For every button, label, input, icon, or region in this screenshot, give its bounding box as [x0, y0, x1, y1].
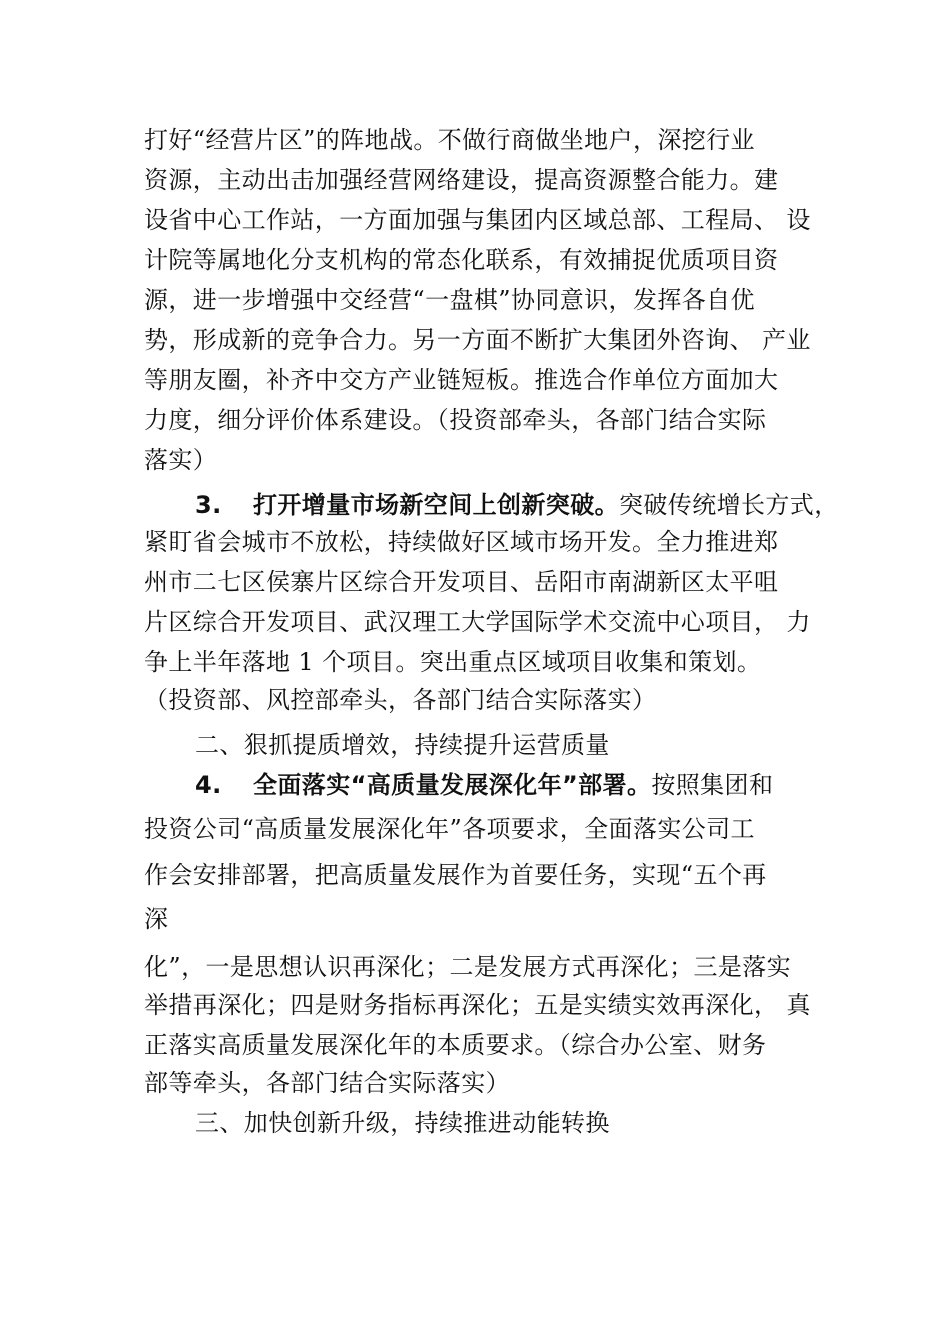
paragraph-1-line-2: 资源，主动出击加强经营网络建设，提高资源整合能力。建: [144, 166, 779, 194]
paragraph-1-line-6: 势，形成新的竞争合力。另一方面不断扩大集团外咨询、 产业: [144, 326, 811, 354]
item-4-line-2: 投资公司“高质量发展深化年”各项要求，全面落实公司工: [144, 815, 755, 843]
item-4-line-3: 作会安排部署，把高质量发展作为首要任务，实现“五个再: [144, 861, 767, 889]
item-3-heading: 打开增量市场新空间上创新突破。: [253, 491, 619, 519]
item-4-line-8: 部等牵头，各部门结合实际落实）: [144, 1069, 510, 1097]
item-3-line-5: 争上半年落地 1 个项目。突出重点区域项目收集和策划。: [144, 648, 762, 676]
item-3-number: 3.: [195, 491, 222, 519]
item-3-line-6: （投资部、风控部牵头，各部门结合实际落实）: [144, 686, 657, 714]
paragraph-1-line-4: 计院等属地化分支机构的常态化联系，有效捕捉优质项目资: [144, 246, 779, 274]
item-4-heading: 全面落实“高质量发展深化年”部署。: [253, 771, 652, 799]
paragraph-1-line-9: 落实）: [144, 446, 218, 474]
item-4-line-6: 举措再深化；四是财务指标再深化；五是实绩实效再深化， 真: [144, 991, 811, 1019]
section-2-heading: 二、狠抓提质增效，持续提升运营质量: [195, 731, 610, 759]
paragraph-1-line-3: 设省中心工作站，一方面加强与集团内区域总部、工程局、 设: [144, 206, 811, 234]
item-3-first-line-rest: 突破传统增长方式，: [619, 491, 839, 519]
item-4-line-5: 化”，一是思想认识再深化；二是发展方式再深化；三是落实: [144, 953, 792, 981]
paragraph-1-line-8: 力度，细分评价体系建设。（投资部牵头，各部门结合实际: [144, 406, 767, 434]
paragraph-1-line-1: 打好“经营片区”的阵地战。不做行商做坐地户，深挖行业: [144, 126, 755, 154]
section-3-heading: 三、加快创新升级，持续推进动能转换: [195, 1109, 610, 1137]
item-3-line-2: 紧盯省会城市不放松，持续做好区域市场开发。全力推进郑: [144, 528, 779, 556]
item-4-first-line-rest: 按照集团和: [651, 771, 774, 799]
item-4-number: 4.: [195, 771, 222, 799]
item-3-line-4: 片区综合开发项目、武汉理工大学国际学术交流中心项目， 力: [144, 608, 811, 636]
item-4-first-line: [195, 770, 773, 800]
item-3-line-3: 州市二七区侯寨片区综合开发项目、岳阳市南湖新区太平咀: [144, 568, 779, 596]
item-3-first-line: [195, 490, 839, 520]
paragraph-1-line-7: 等朋友圈，补齐中交方产业链短板。推选合作单位方面加大: [144, 366, 779, 394]
item-4-line-4: 深: [144, 905, 169, 933]
item-4-line-7: 正落实高质量发展深化年的本质要求。（综合办公室、财务: [144, 1031, 767, 1059]
paragraph-1-line-5: 源，进一步增强中交经营“一盘棋”协同意识，发挥各自优: [144, 286, 755, 314]
